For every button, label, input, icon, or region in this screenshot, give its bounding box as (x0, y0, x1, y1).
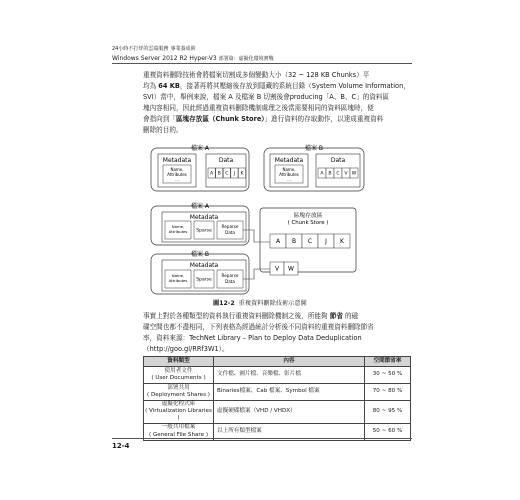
svg-text:Data: Data (225, 279, 235, 284)
svg-text:Reparse: Reparse (221, 224, 239, 229)
chunk-label: C (307, 238, 313, 246)
header-rule (112, 63, 412, 64)
dedup-diagram (150, 142, 370, 297)
svg-text:Attributes: Attributes (167, 172, 187, 177)
svg-text:Sparse: Sparse (196, 277, 212, 283)
chunk-label: W (351, 171, 357, 177)
svg-text:Name,: Name, (170, 167, 184, 172)
chunk-label: A (210, 171, 214, 177)
chunk-label: K (240, 171, 244, 177)
table-row: 一般共用檔案 ( General File Share ) 以上所有類型檔案 50 ~ 60 % (144, 423, 411, 440)
svg-text:Data: Data (225, 230, 235, 235)
chunk-label: A (320, 171, 324, 177)
svg-text:Sparse: Sparse (196, 228, 212, 234)
file-b-label: 檔案 B (304, 145, 324, 152)
svg-text:Metadata: Metadata (189, 262, 219, 269)
chunk-label: B (217, 171, 221, 177)
chunk-label: W (288, 265, 294, 273)
savings-table (143, 356, 411, 441)
svg-text:Data: Data (330, 157, 346, 164)
running-header (112, 44, 274, 64)
footer-rule (112, 438, 412, 439)
col-type-header: 資料類型 (144, 357, 214, 367)
file-a-deduped (151, 202, 249, 245)
chunk-label: J (325, 238, 327, 246)
file-a-original (151, 144, 249, 191)
chunk-label: B (328, 171, 332, 177)
svg-text:Name,: Name, (171, 273, 185, 278)
svg-text:( Chunk Store ): ( Chunk Store ) (287, 220, 329, 226)
figure-caption: 圖12-2 重複資料刪除技術示意圖 (213, 300, 307, 307)
chunk-label: J (233, 171, 236, 177)
svg-text:Attributes: Attributes (279, 172, 299, 177)
svg-text:Attributes: Attributes (168, 278, 188, 283)
chunk-label: V (274, 265, 280, 273)
svg-text:Name,: Name, (282, 167, 296, 172)
book-title: Windows Server 2012 R2 Hyper-V3 部署篇：虛擬化環境實戰 (112, 55, 274, 62)
chunk-label: C (336, 171, 340, 177)
svg-text:Attributes: Attributes (168, 229, 188, 234)
col-content-header: 內容 (214, 357, 365, 367)
table-row: 部署共用 ( Deployment Shares ) Binaries檔案、Cab 檔案、Symbol 檔案 70 ~ 80 % (144, 384, 411, 401)
file-b-deduped (151, 250, 249, 294)
svg-text:Name,: Name, (171, 224, 185, 229)
svg-text:Metadata: Metadata (274, 157, 304, 164)
col-rate-header: 空間節省率 (365, 357, 411, 367)
paragraph-intro: 重複資料刪除技術會將檔案切割成多個變動大小（32 ~ 128 KB Chunks）平 均為 64 KB，接著再將其壓縮後存放到隱藏的系統目錄（System Volume Information， SVI）當中，舉例來說，檔案 A 及檔案 B 切割後會producing「A、B、C」的資料區 塊內容相同，因此經過重複資料刪除機制處理之後當需要相同的資料區塊時，便 會指向到「區塊存放區（Chunk Store）」進行資料的存取動作，以達成重複資料 刪除的目的。 (143, 71, 410, 134)
svg-text:檔案 A: 檔案 A (190, 203, 210, 210)
table-row: 虛擬化程式庫 ( Virtualization Libraries ) 虛擬硬碟檔案（VHD / VHDX） 80 ~ 95 % (144, 401, 411, 424)
table-header-row (144, 357, 411, 367)
chunk-label: K (340, 238, 344, 246)
table-row: 使用者文件 ( User Documents ) 文件檔、圖片檔、音樂檔、影片檔 30 ~ 50 % (144, 367, 411, 384)
svg-text:Reparse: Reparse (221, 273, 239, 278)
file-a-label: 檔案 A (190, 145, 210, 152)
paragraph-savings: 事實上對於各種類型的資料執行重複資料刪除機制之後，所能夠 節省 的磁 碟空間也都不盡相同，下列表格為經過統計分析後不同資料的重複資料刪除節省 率，資料來源：TechNet Library – Plan to Deploy Data Deduplication （http://goo.gl/RRf3W1）。 (143, 312, 374, 353)
file-b-original (264, 144, 364, 191)
chunk-label: V (344, 171, 348, 177)
page-number: 12-4 (112, 442, 130, 450)
svg-text:Metadata: Metadata (189, 214, 219, 221)
chunk-label: A (275, 238, 281, 246)
svg-text:區塊存放區: 區塊存放區 (293, 213, 323, 219)
svg-text:檔案 B: 檔案 B (190, 251, 210, 258)
svg-text:...: ... (175, 177, 179, 182)
series-title: 24小時不打烊的雲端服務 專業養成術 (112, 46, 196, 52)
data-label: Data (218, 157, 234, 164)
metadata-label: Metadata (162, 157, 192, 164)
svg-text:...: ... (287, 177, 291, 182)
chunk-label: B (291, 238, 297, 246)
chunk-label: C (225, 171, 229, 177)
chunk-store (260, 208, 356, 275)
